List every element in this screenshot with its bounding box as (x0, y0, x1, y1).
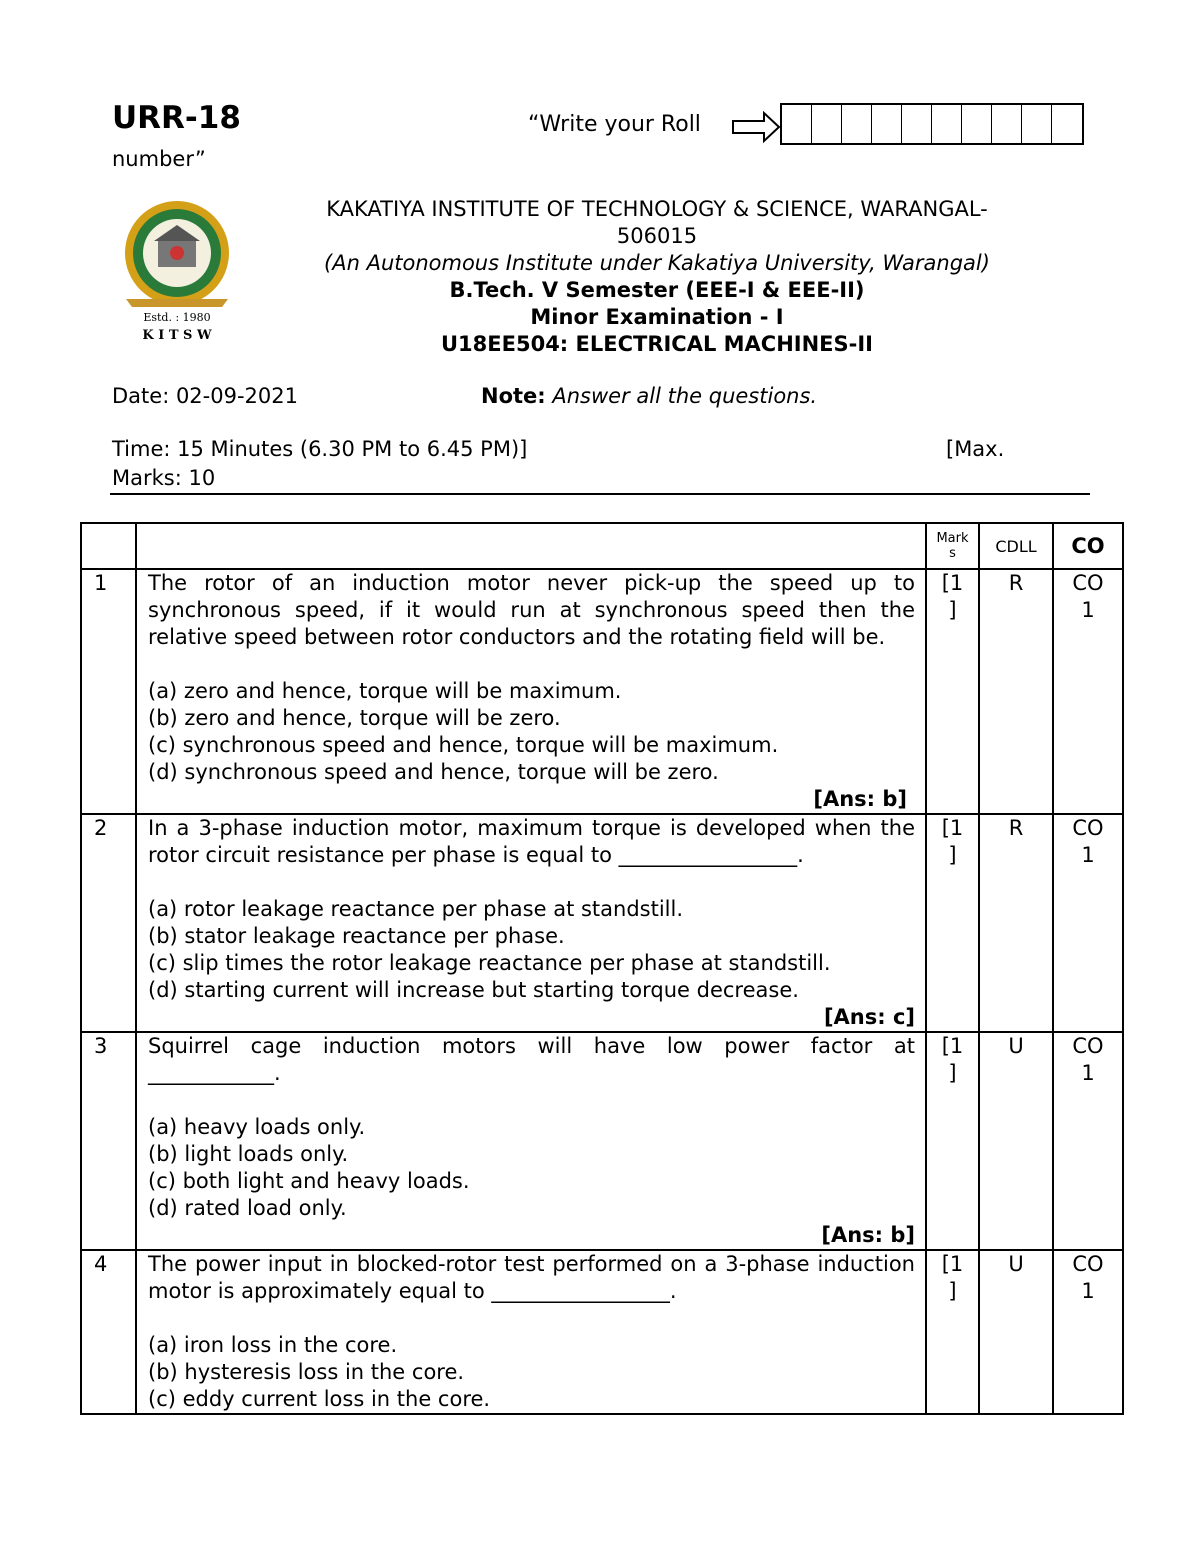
question-stem: In a 3-phase induction motor, maximum torque is developed when the rotor circuit resistance per phase is equal to _________________. (148, 816, 915, 867)
roll-number-boxes[interactable] (780, 103, 1084, 145)
question-number: 4 (81, 1250, 136, 1414)
roll-number-prompt-cont: number” (112, 147, 206, 171)
answer-key: [Ans: b] (821, 1223, 915, 1247)
question-stem: The rotor of an induction motor never pick-up the speed up to synchronous speed, if it would run at synchronous speed then the relative speed between rotor conductors and the rotating field will be. (148, 571, 915, 649)
header-co: CO (1053, 523, 1123, 569)
answer-option: (a) zero and hence, torque will be maximum. (148, 679, 622, 703)
question-marks: [1 ] (926, 1032, 979, 1250)
arrow-right-icon (730, 110, 782, 144)
header-num-cell (81, 523, 136, 569)
institute-logo (118, 195, 236, 345)
answer-option: (a) rotor leakage reactance per phase at standstill. (148, 897, 684, 921)
course-title: U18EE504: ELECTRICAL MACHINES-II (441, 332, 873, 356)
question-stem: The power input in blocked-rotor test performed on a 3-phase induction motor is approximately equal to _________________. (148, 1252, 915, 1303)
answer-key: [Ans: c] (823, 1005, 915, 1029)
answer-option: (c) both light and heavy loads. (148, 1169, 470, 1193)
header-marks: Mark s (926, 523, 979, 569)
institute-pincode: 506015 (616, 224, 698, 248)
exam-time: Time: 15 Minutes (6.30 PM to 6.45 PM)] (112, 437, 528, 461)
answer-option: (b) hysteresis loss in the core. (148, 1360, 465, 1384)
question-row (81, 1250, 1123, 1414)
table-header-row (81, 523, 1123, 569)
institute-name: KAKATIYA INSTITUTE OF TECHNOLOGY & SCIENCE, WARANGAL- (326, 197, 988, 221)
note-text: Answer all the questions. (552, 384, 818, 408)
question-marks: [1 ] (926, 569, 979, 814)
answer-option: (b) stator leakage reactance per phase. (148, 924, 565, 948)
question-number: 2 (81, 814, 136, 1032)
question-number: 3 (81, 1032, 136, 1250)
question-marks: [1 ] (926, 814, 979, 1032)
answer-option: (d) synchronous speed and hence, torque will be zero. (148, 760, 719, 784)
question-body (136, 814, 926, 1032)
questions-table (80, 522, 1124, 1415)
institute-header (262, 196, 1052, 358)
answer-key: [Ans: b] (813, 787, 907, 811)
exam-note (481, 384, 817, 408)
answer-option: (a) iron loss in the core. (148, 1333, 398, 1357)
question-marks: [1 ] (926, 1250, 979, 1414)
question-body (136, 1250, 926, 1414)
answer-option: (d) starting current will increase but starting torque decrease. (148, 978, 799, 1002)
question-row (81, 569, 1123, 814)
note-label: Note: (481, 384, 546, 408)
question-cdll: R (979, 569, 1053, 814)
logo-estd: Estd. : 1980 (143, 311, 211, 324)
answer-option: (d) rated load only. (148, 1196, 347, 1220)
answer-option: (c) synchronous speed and hence, torque will be maximum. (148, 733, 779, 757)
exam-title: Minor Examination - I (530, 305, 784, 329)
exam-max-marks: Marks: 10 (112, 466, 216, 490)
question-number: 1 (81, 569, 136, 814)
program-title: B.Tech. V Semester (EEE-I & EEE-II) (449, 278, 865, 302)
exam-date: Date: 02-09-2021 (112, 384, 298, 408)
header-divider (110, 493, 1090, 495)
header-cdll: CDLL (979, 523, 1053, 569)
exam-max: [Max. (946, 437, 1005, 461)
institute-affiliation: (An Autonomous Institute under Kakatiya University, Warangal) (324, 251, 990, 275)
question-cdll: U (979, 1032, 1053, 1250)
answer-option: (c) eddy current loss in the core. (148, 1387, 491, 1411)
question-co: CO 1 (1053, 1032, 1123, 1250)
answer-option: (c) slip times the rotor leakage reactance per phase at standstill. (148, 951, 831, 975)
answer-option: (b) light loads only. (148, 1142, 349, 1166)
header-question-cell (136, 523, 926, 569)
question-co: CO 1 (1053, 1250, 1123, 1414)
question-stem: Squirrel cage induction motors will have low power factor at ____________. (148, 1034, 915, 1085)
logo-name: K I T S W (142, 328, 212, 343)
question-row (81, 814, 1123, 1032)
question-body (136, 1032, 926, 1250)
question-cdll: R (979, 814, 1053, 1032)
exam-code: URR-18 (112, 100, 241, 136)
question-body (136, 569, 926, 814)
question-cdll: U (979, 1250, 1053, 1414)
roll-number-prompt: “Write your Roll (528, 112, 701, 137)
answer-option: (a) heavy loads only. (148, 1115, 366, 1139)
question-row (81, 1032, 1123, 1250)
question-co: CO 1 (1053, 569, 1123, 814)
answer-option: (b) zero and hence, torque will be zero. (148, 706, 561, 730)
question-co: CO 1 (1053, 814, 1123, 1032)
